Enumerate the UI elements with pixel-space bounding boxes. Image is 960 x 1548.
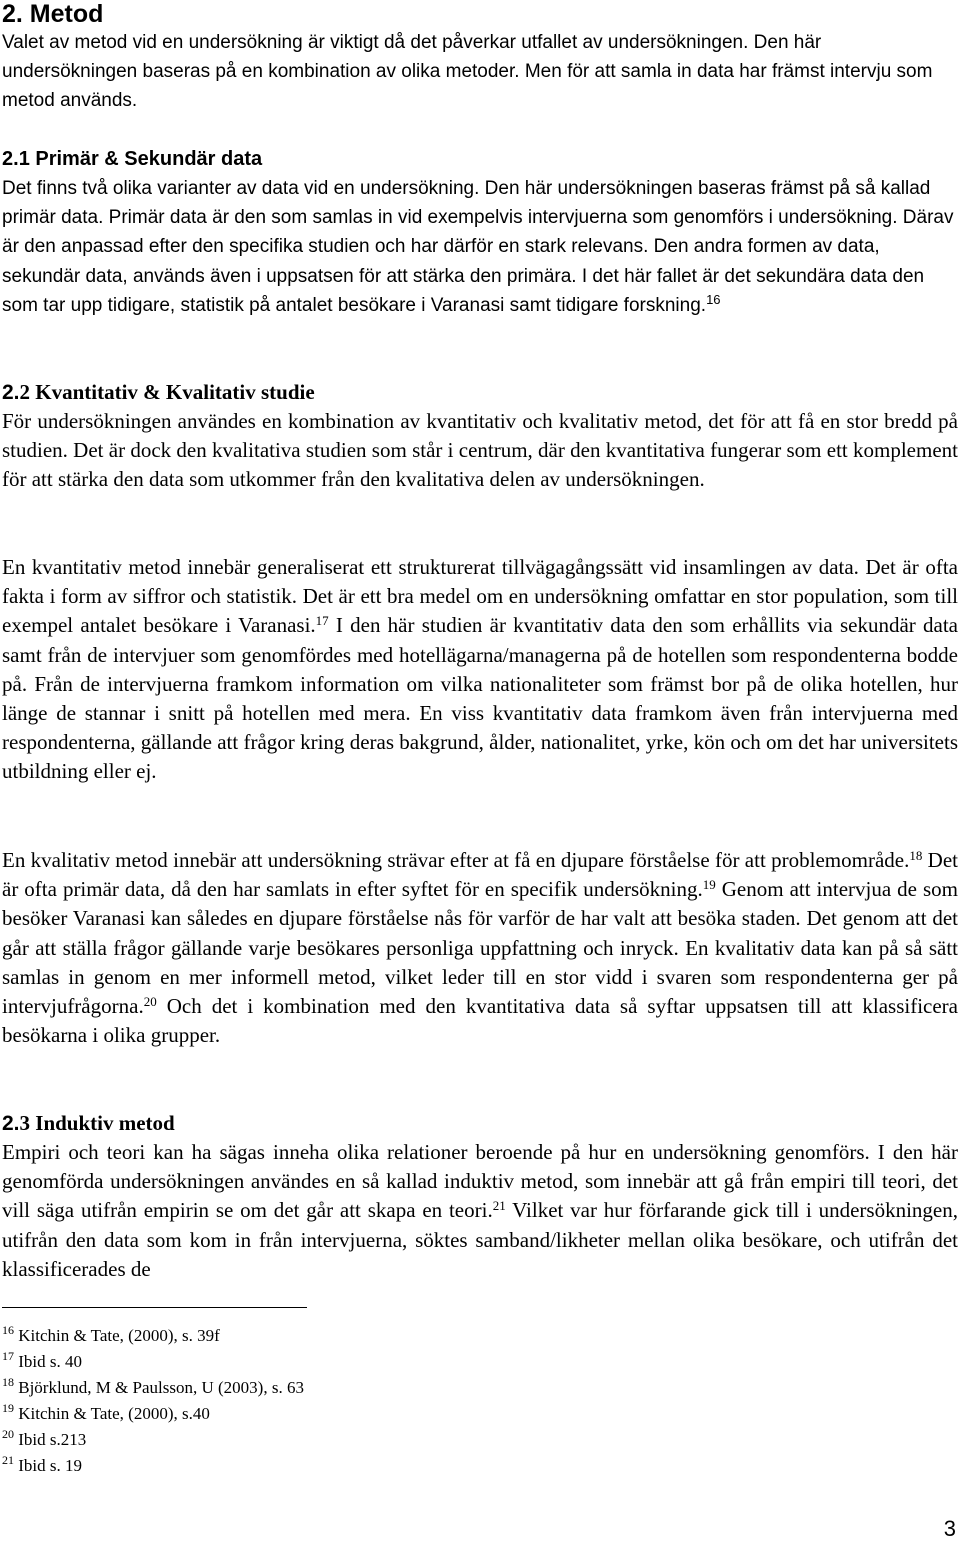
footnote-ref-20: 20 (143, 994, 157, 1010)
section-2-1-heading (2, 145, 958, 174)
footnote-separator (2, 1307, 307, 1308)
footnote-item (2, 1453, 602, 1479)
footnote-ref-18: 18 (909, 848, 923, 863)
footnote-ref-19: 19 (702, 877, 716, 893)
footnote-item (2, 1401, 602, 1427)
footnote-ref-17: 17 (315, 613, 329, 629)
footnote-item (2, 1427, 602, 1453)
section-2-3-title: 3 Induktiv metod (19, 1111, 175, 1135)
section-2-3-paragraph-part-b: Vilket var hur förfarande gick till i undersökningen, utifrån den data som kom in från intervjuerna, söktes samband/likheter mellan olika besökare, och utifrån det klassificerades de (2, 1198, 959, 1281)
footnote-item (2, 1375, 602, 1401)
footnote-ref-16: 16 (706, 291, 721, 307)
footnote-text: Ibid s. 19 (18, 1456, 82, 1475)
section-2-2-paragraph-2-part-a: En kvantitativ metod innebär generaliserat ett strukturerat tillvägagångssätt vid insamlingen av data. Det är ofta fakta i form av siffror och statistik. Det är ett bra medel om en undersökning omfattar en stor population, som till exempel antalet besökare i Varanasi. (2, 555, 958, 638)
section-2-intro: Valet av metod vid en undersökning är viktigt då det påverkar utfallet av undersökningen. Den här undersökningen baseras på en kombination av olika metoder. Men för att samla in data har främst intervju som metod används. (2, 32, 933, 112)
section-2-2-paragraph-2-part-b: I den här studien är kvantitativ data den som erhållits via sekundär data samt från de intervjuer som genomfördes med hotellägarna/managerna på de hotellen som respondenterna bodde på. Från de intervjuerna framkom information om vilka nationaliteter som främst bor på de olika hotellen, hur länge de stannar i snitt på hotellen med mera. En viss kvantitativ data framkom även från intervjuerna med respondenterna, gällande att frågor kring deras bakgrund, ålder, nationalitet, yrke, kön och om det har universitets utbildning eller ej. (2, 613, 959, 784)
footnote-text: Björklund, M & Paulsson, U (2003), s. 63 (18, 1378, 304, 1397)
section-2-2-paragraph-3-part-d: Och det i kombination med den kvantitativa data så syftar uppsatsen till att klassificera besökarna i olika grupper. (2, 994, 958, 1048)
section-2-2-heading (2, 378, 958, 407)
footnote-number: 16 (2, 1323, 14, 1337)
section-2-2-paragraph-3-part-b: Det är ofta primär data, då den har samlats in efter syftet för en specifik undersökning. (2, 848, 958, 902)
footnote-number: 21 (2, 1453, 14, 1467)
section-2-3-number: 2. (2, 1112, 20, 1135)
footnote-ref-21: 21 (492, 1198, 506, 1214)
section-2-2-number: 2. (2, 381, 20, 404)
section-2-2-title: 2 Kvantitativ & Kvalitativ studie (19, 380, 315, 404)
section-2-2-paragraph-1: För undersökningen användes en kombination av kvantitativ och kvalitativ metod, det för att få en stor bredd på studien. Det är dock den kvalitativa studien som står i centrum, där den kvantitativa fungerar som ett komplement för att stärka den data som utkommer från den kvalitativa delen av undersökningen. (2, 409, 958, 492)
footnote-number: 17 (2, 1349, 14, 1363)
footnote-item (2, 1349, 602, 1375)
page-number: 3 (943, 1516, 956, 1541)
footnote-number: 19 (2, 1401, 14, 1415)
section-2-1-text: Det finns två olika varianter av data vid en undersökning. Den här undersökningen baseras främst på så kallad primär data. Primär data är den som samlas in vid exempelvis intervjuerna som genomförs i undersökning. Därav är den anpassad efter den specifika studien och har därför en stark relevans. Den andra formen av data, sekundär data, används även i uppsatsen för att stärka den primära. I det här fallet är det sekundära data den som tar upp tidigare, statistik på antalet besökare i Varanasi samt tidigare forskning. (2, 178, 954, 316)
section-2-1-number: 2. (2, 148, 19, 170)
section-2-1-title: 1 Primär & Sekundär data (18, 148, 263, 170)
footnotes-list (2, 1323, 602, 1479)
section-2-3-paragraph-part-a: Empiri och teori kan ha sägas inneha olika relationer beroende på hur en undersökning genomförs. I den här genomförda undersökningen användes en så kallad induktiv metod, som innebär att gå från empiri till teori, det vill säga utifrån empirin se om det går att skapa en teori. (2, 1140, 958, 1223)
footnote-text: Kitchin & Tate, (2000), s.40 (18, 1404, 210, 1423)
footnote-text: Ibid s.213 (18, 1430, 87, 1449)
section-2-3-heading (2, 1109, 958, 1138)
section-2-2-paragraph-3 (2, 846, 958, 1050)
section-2-1-paragraph (2, 174, 958, 320)
footnote-text: Ibid s. 40 (18, 1352, 82, 1371)
section-2-heading: 2. Metod (2, 0, 104, 28)
footnote-number: 18 (2, 1375, 14, 1389)
footnote-text: Kitchin & Tate, (2000), s. 39f (18, 1326, 220, 1345)
section-2-2-paragraph-3-part-a: En kvalitativ metod innebär att undersökning strävar efter at få en djupare förståelse för att problemområde. (2, 848, 910, 872)
section-2-2-paragraph-3-part-c: Genom att intervjua de som besöker Varanasi kan således en djupare förståelse nås för varför de har valt att besöka staden. Det genom att det går att ställa frågor gällande varje besökares personliga uppfattning och inryck. En kvalitativ data kan på så sätt samlas in genom en mer informell metod, vilket leder till en stor vidd i svaren som respondenterna ger på intervjufrågorna. (2, 877, 959, 1019)
footnote-item (2, 1323, 602, 1349)
section-2-3-paragraph (2, 1138, 958, 1284)
section-2-2-paragraph-2 (2, 553, 958, 787)
footnote-number: 20 (2, 1427, 14, 1441)
